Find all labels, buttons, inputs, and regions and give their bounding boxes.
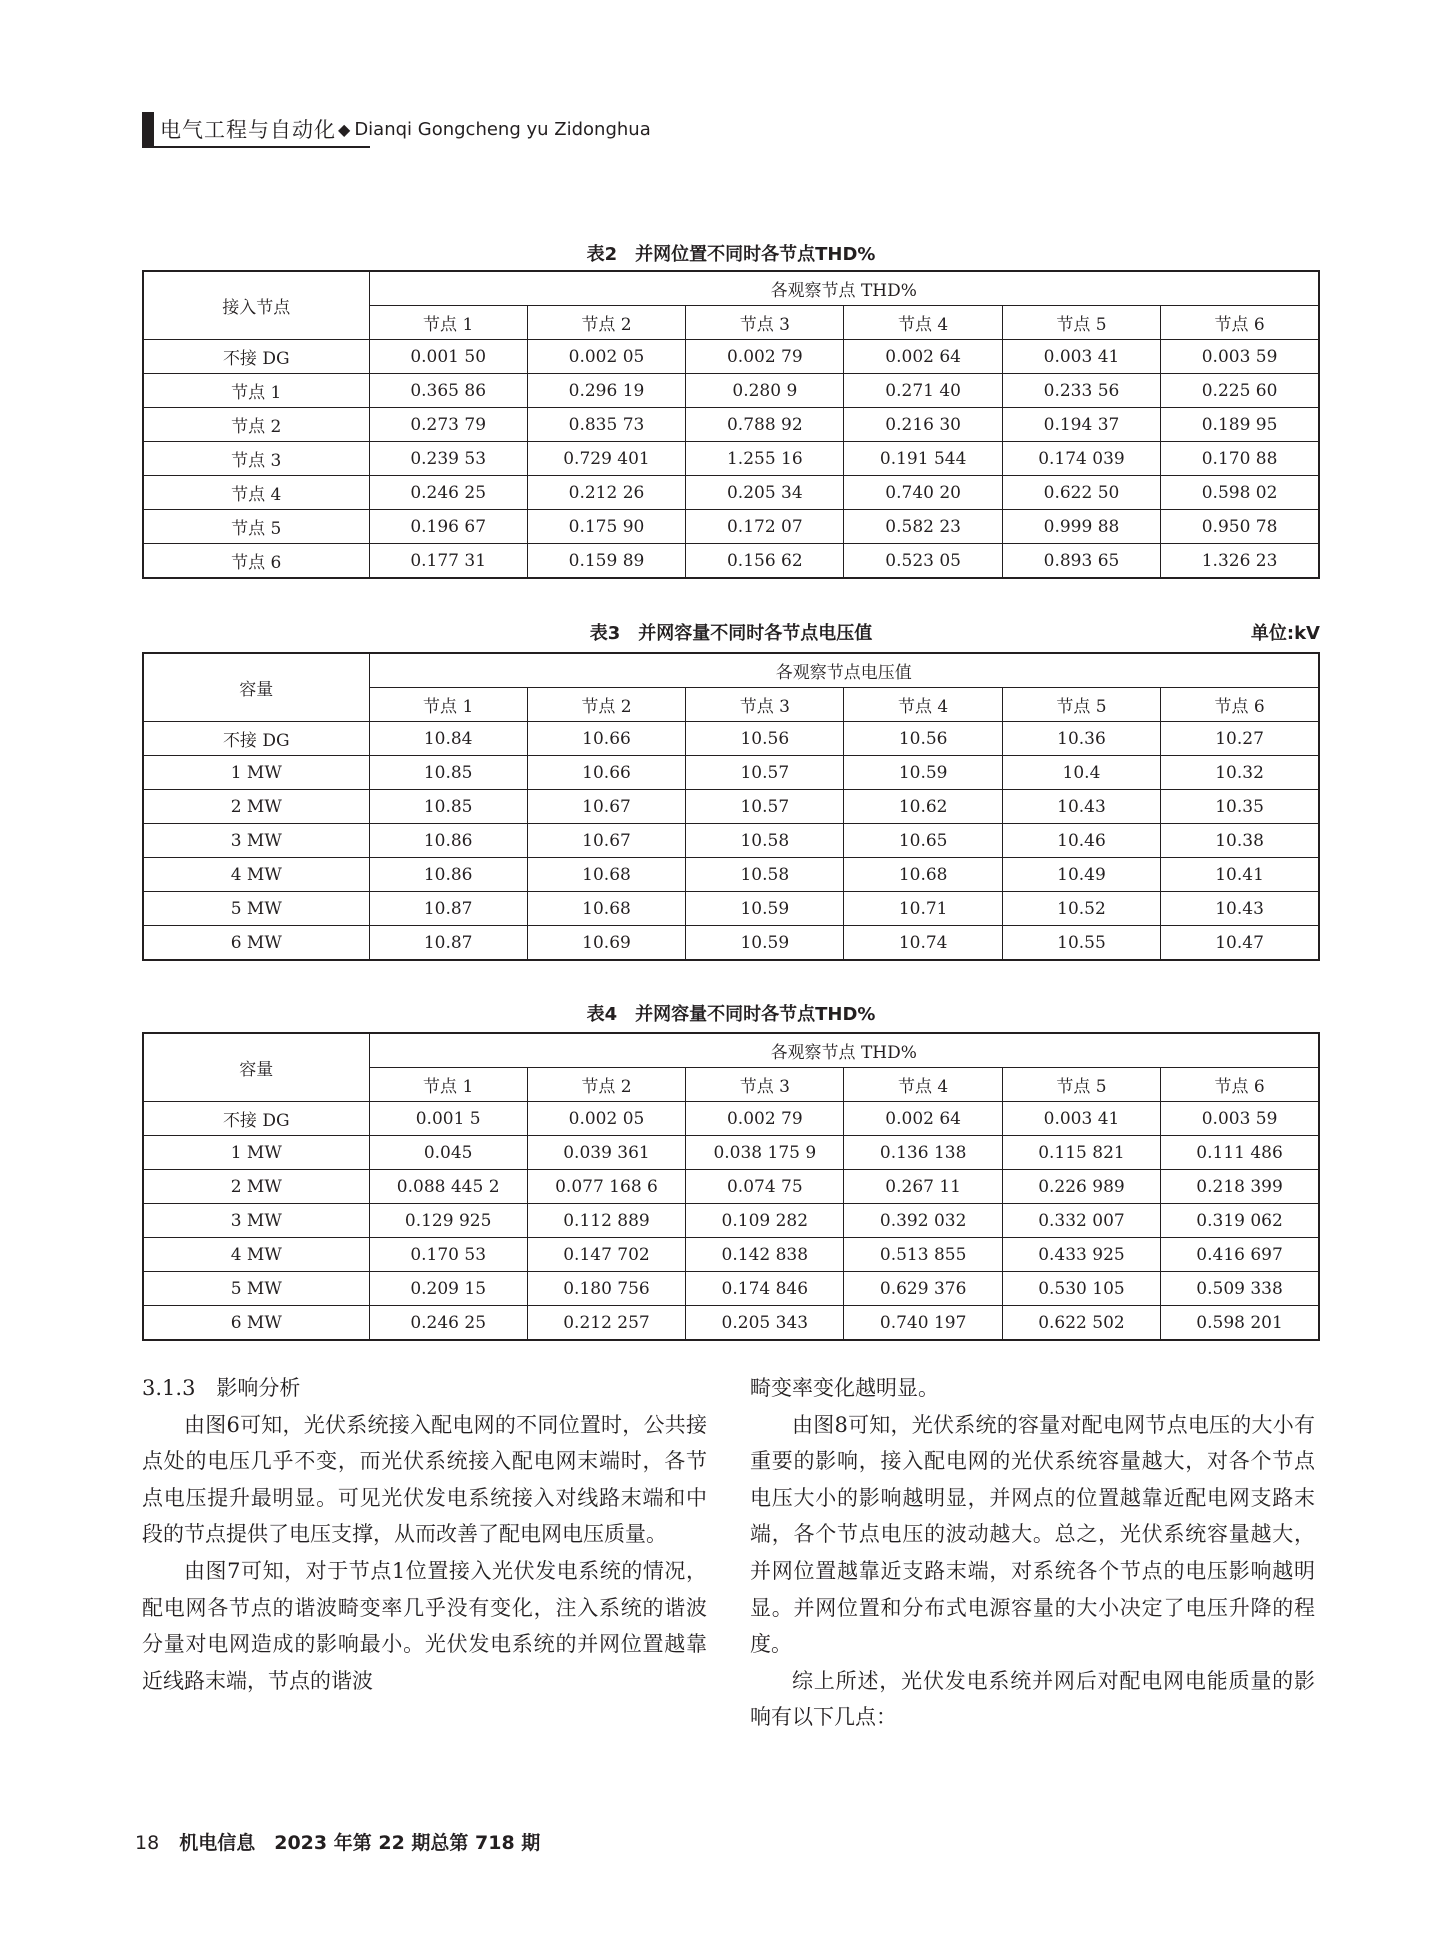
- table-cell: 0.175 90: [527, 510, 685, 544]
- table-cell: 0.246 25: [369, 476, 527, 510]
- column-header-cell: 节点 1: [369, 306, 527, 340]
- table-row: [143, 1102, 1319, 1136]
- table-cell: 0.159 89: [527, 544, 685, 579]
- table-cell: 0.835 73: [527, 408, 685, 442]
- table-cell: 0.039 361: [527, 1136, 685, 1170]
- header-rule: [142, 146, 370, 148]
- table-cell: 0.129 925: [369, 1204, 527, 1238]
- table-row: [143, 1306, 1319, 1341]
- table-cell: 10.55: [1002, 926, 1160, 961]
- row-label-cell: 6 MW: [143, 926, 369, 961]
- row-header-cell: 接入节点: [143, 271, 369, 340]
- table-row: [143, 510, 1319, 544]
- table-row: [143, 374, 1319, 408]
- table-row: [143, 340, 1319, 374]
- column-header-cell: 节点 2: [527, 306, 685, 340]
- table-cell: 0.226 989: [1002, 1170, 1160, 1204]
- column-header-cell: 节点 2: [527, 1068, 685, 1102]
- row-label-cell: 2 MW: [143, 790, 369, 824]
- table-cell: 0.209 15: [369, 1272, 527, 1306]
- table-cell: 0.729 401: [527, 442, 685, 476]
- column-header-cell: 节点 2: [527, 688, 685, 722]
- table-cell: 0.002 64: [844, 340, 1002, 374]
- table-cell: 0.622 502: [1002, 1306, 1160, 1341]
- row-header-cell: 容量: [143, 653, 369, 722]
- row-label-cell: 不接 DG: [143, 1102, 369, 1136]
- table-cell: 0.002 79: [686, 340, 844, 374]
- table-cell: 10.46: [1002, 824, 1160, 858]
- table-cell: 0.003 59: [1161, 1102, 1319, 1136]
- table2-caption: 表2 并网位置不同时各节点THD%: [586, 244, 876, 265]
- table-cell: 0.950 78: [1161, 510, 1319, 544]
- table-cell: 0.296 19: [527, 374, 685, 408]
- page-number: 18: [135, 1832, 160, 1854]
- table-cell: 0.212 26: [527, 476, 685, 510]
- table-cell: 0.077 168 6: [527, 1170, 685, 1204]
- table-cell: 0.002 05: [527, 340, 685, 374]
- table-cell: 0.233 56: [1002, 374, 1160, 408]
- table-cell: 0.170 88: [1161, 442, 1319, 476]
- table-cell: 0.225 60: [1161, 374, 1319, 408]
- table3-unit: 单位:kV: [1250, 623, 1320, 644]
- table-cell: 0.216 30: [844, 408, 1002, 442]
- table-cell: 0.156 62: [686, 544, 844, 579]
- table-cell: 10.43: [1161, 892, 1319, 926]
- table-cell: 10.32: [1161, 756, 1319, 790]
- table-cell: 10.57: [686, 790, 844, 824]
- table-cell: 0.003 59: [1161, 340, 1319, 374]
- table-cell: 10.58: [686, 858, 844, 892]
- table-cell: 0.177 31: [369, 544, 527, 579]
- group-header-cell: 各观察节点 THD%: [369, 271, 1319, 306]
- table-cell: 10.56: [686, 722, 844, 756]
- table-cell: 0.319 062: [1161, 1204, 1319, 1238]
- table-cell: 10.58: [686, 824, 844, 858]
- table-cell: 10.59: [844, 756, 1002, 790]
- running-header: [142, 112, 651, 146]
- table-row: [143, 476, 1319, 510]
- table-cell: 0.273 79: [369, 408, 527, 442]
- table-cell: 10.84: [369, 722, 527, 756]
- table-cell: 10.49: [1002, 858, 1160, 892]
- table-cell: 0.191 544: [844, 442, 1002, 476]
- table-cell: 0.392 032: [844, 1204, 1002, 1238]
- table-cell: 10.85: [369, 790, 527, 824]
- journal-title-en: Dianqi Gongcheng yu Zidonghua: [354, 118, 651, 140]
- table-cell: 0.002 64: [844, 1102, 1002, 1136]
- table-cell: 10.38: [1161, 824, 1319, 858]
- row-label-cell: 节点 2: [143, 408, 369, 442]
- table-row: [143, 1136, 1319, 1170]
- table-row: [143, 892, 1319, 926]
- row-label-cell: 不接 DG: [143, 340, 369, 374]
- table-cell: 0.142 838: [686, 1238, 844, 1272]
- row-label-cell: 4 MW: [143, 1238, 369, 1272]
- table-cell: 10.59: [686, 926, 844, 961]
- table-row: [143, 926, 1319, 961]
- table-cell: 0.740 197: [844, 1306, 1002, 1341]
- table-cell: 10.86: [369, 858, 527, 892]
- table-cell: 10.41: [1161, 858, 1319, 892]
- table-row: [143, 544, 1319, 579]
- table-cell: 0.205 343: [686, 1306, 844, 1341]
- table-row: [143, 722, 1319, 756]
- row-label-cell: 3 MW: [143, 824, 369, 858]
- group-header-cell: 各观察节点电压值: [369, 653, 1319, 688]
- table-cell: 0.598 201: [1161, 1306, 1319, 1341]
- table-cell: 10.4: [1002, 756, 1160, 790]
- table-row: [143, 824, 1319, 858]
- journal-issue: 机电信息 2023 年第 22 期总第 718 期: [179, 1832, 541, 1854]
- table3: [142, 652, 1320, 961]
- table-cell: 0.523 05: [844, 544, 1002, 579]
- table-cell: 0.509 338: [1161, 1272, 1319, 1306]
- table-cell: 0.740 20: [844, 476, 1002, 510]
- table-row: [143, 1238, 1319, 1272]
- table-cell: 0.999 88: [1002, 510, 1160, 544]
- table-cell: 0.111 486: [1161, 1136, 1319, 1170]
- table-cell: 0.112 889: [527, 1204, 685, 1238]
- table-cell: 10.52: [1002, 892, 1160, 926]
- row-label-cell: 节点 1: [143, 374, 369, 408]
- table-cell: 0.002 05: [527, 1102, 685, 1136]
- row-label-cell: 不接 DG: [143, 722, 369, 756]
- table-cell: 0.115 821: [1002, 1136, 1160, 1170]
- column-header-cell: 节点 5: [1002, 1068, 1160, 1102]
- table-cell: 10.43: [1002, 790, 1160, 824]
- row-label-cell: 节点 3: [143, 442, 369, 476]
- table-cell: 0.174 039: [1002, 442, 1160, 476]
- table-cell: 0.189 95: [1161, 408, 1319, 442]
- table-cell: 10.35: [1161, 790, 1319, 824]
- table-cell: 10.62: [844, 790, 1002, 824]
- column-header-cell: 节点 6: [1161, 688, 1319, 722]
- body-paragraph-continued: 畸变率变化越明显。: [750, 1376, 939, 1400]
- table-cell: 10.67: [527, 790, 685, 824]
- table-cell: 0.172 07: [686, 510, 844, 544]
- table-cell: 0.205 34: [686, 476, 844, 510]
- row-label-cell: 5 MW: [143, 1272, 369, 1306]
- table-header-row: [143, 653, 1319, 688]
- table-cell: 0.365 86: [369, 374, 527, 408]
- table-row: [143, 790, 1319, 824]
- table-cell: 0.582 23: [844, 510, 1002, 544]
- row-label-cell: 5 MW: [143, 892, 369, 926]
- table-cell: 0.271 40: [844, 374, 1002, 408]
- table4-caption: 表4 并网容量不同时各节点THD%: [586, 1004, 876, 1025]
- row-label-cell: 4 MW: [143, 858, 369, 892]
- row-label-cell: 2 MW: [143, 1170, 369, 1204]
- header-bar-mark: [142, 112, 154, 146]
- table-cell: 0.136 138: [844, 1136, 1002, 1170]
- table-cell: 10.68: [844, 858, 1002, 892]
- table-cell: 10.85: [369, 756, 527, 790]
- table-cell: 0.001 50: [369, 340, 527, 374]
- body-paragraph: 综上所述，光伏发电系统并网后对配电网电能质量的影响有以下几点：: [750, 1668, 1315, 1730]
- table-cell: 0.622 50: [1002, 476, 1160, 510]
- table-cell: 10.67: [527, 824, 685, 858]
- table-row: [143, 1272, 1319, 1306]
- row-label-cell: 6 MW: [143, 1306, 369, 1341]
- table-cell: 0.598 02: [1161, 476, 1319, 510]
- table-cell: 0.530 105: [1002, 1272, 1160, 1306]
- column-header-cell: 节点 1: [369, 1068, 527, 1102]
- table-cell: 10.69: [527, 926, 685, 961]
- table-cell: 1.255 16: [686, 442, 844, 476]
- table-cell: 0.267 11: [844, 1170, 1002, 1204]
- table-cell: 0.212 257: [527, 1306, 685, 1341]
- right-column: [750, 1370, 1315, 1736]
- table-cell: 0.109 282: [686, 1204, 844, 1238]
- column-header-cell: 节点 5: [1002, 688, 1160, 722]
- table-cell: 0.629 376: [844, 1272, 1002, 1306]
- row-header-cell: 容量: [143, 1033, 369, 1102]
- column-header-cell: 节点 6: [1161, 306, 1319, 340]
- table4: [142, 1032, 1320, 1341]
- table-cell: 0.513 855: [844, 1238, 1002, 1272]
- table-row: [143, 858, 1319, 892]
- table-cell: 10.66: [527, 756, 685, 790]
- body-paragraph: 由图8可知，光伏系统的容量对配电网节点电压的大小有重要的影响，接入配电网的光伏系统容量越大，对各个节点电压大小的影响越明显，并网点的位置越靠近配电网支路末端，各个节点电压的波动越大。总之，光伏系统容量越大，并网位置越靠近支路末端，对系统各个节点的电压影响越明显。并网位置和分布式电源容量的大小决定了电压升降的程度。: [750, 1412, 1315, 1657]
- section-heading: 3.1.3 影响分析: [142, 1376, 301, 1400]
- table-cell: 0.001 5: [369, 1102, 527, 1136]
- table-header-row: [143, 271, 1319, 306]
- table-cell: 10.47: [1161, 926, 1319, 961]
- table-cell: 10.86: [369, 824, 527, 858]
- table-cell: 0.280 9: [686, 374, 844, 408]
- column-header-cell: 节点 6: [1161, 1068, 1319, 1102]
- table-cell: 0.416 697: [1161, 1238, 1319, 1272]
- row-label-cell: 3 MW: [143, 1204, 369, 1238]
- table-cell: 10.68: [527, 892, 685, 926]
- table-row: [143, 756, 1319, 790]
- table-cell: 10.65: [844, 824, 1002, 858]
- table-cell: 0.433 925: [1002, 1238, 1160, 1272]
- table-cell: 10.36: [1002, 722, 1160, 756]
- column-header-cell: 节点 5: [1002, 306, 1160, 340]
- row-label-cell: 节点 6: [143, 544, 369, 579]
- column-header-cell: 节点 4: [844, 688, 1002, 722]
- column-header-cell: 节点 4: [844, 306, 1002, 340]
- body-paragraph: 由图6可知，光伏系统接入配电网的不同位置时，公共接点处的电压几乎不变，而光伏系统接入配电网末端时，各节点电压提升最明显。可见光伏发电系统接入对线路末端和中段的节点提供了电压支撑，从而改善了配电网电压质量。: [142, 1412, 707, 1547]
- column-header-cell: 节点 3: [686, 306, 844, 340]
- table-cell: 0.002 79: [686, 1102, 844, 1136]
- table-cell: 0.003 41: [1002, 340, 1160, 374]
- table-cell: 10.66: [527, 722, 685, 756]
- table-cell: 0.088 445 2: [369, 1170, 527, 1204]
- journal-title-cn: 电气工程与自动化: [160, 118, 336, 142]
- table-cell: 10.59: [686, 892, 844, 926]
- table-cell: 0.194 37: [1002, 408, 1160, 442]
- row-label-cell: 1 MW: [143, 1136, 369, 1170]
- table-cell: 0.180 756: [527, 1272, 685, 1306]
- column-header-cell: 节点 4: [844, 1068, 1002, 1102]
- table-cell: 10.57: [686, 756, 844, 790]
- table-cell: 0.239 53: [369, 442, 527, 476]
- left-column: [142, 1370, 707, 1699]
- table-cell: 0.170 53: [369, 1238, 527, 1272]
- table-cell: 10.56: [844, 722, 1002, 756]
- table-row: [143, 408, 1319, 442]
- table-cell: 0.003 41: [1002, 1102, 1160, 1136]
- column-header-cell: 节点 3: [686, 688, 844, 722]
- table-header-row: [143, 1033, 1319, 1068]
- table-cell: 1.326 23: [1161, 544, 1319, 579]
- page-footer: [135, 1828, 540, 1855]
- table-cell: 0.074 75: [686, 1170, 844, 1204]
- table-row: [143, 1204, 1319, 1238]
- table-cell: 10.27: [1161, 722, 1319, 756]
- table-cell: 10.87: [369, 926, 527, 961]
- table-cell: 0.246 25: [369, 1306, 527, 1341]
- table-cell: 0.332 007: [1002, 1204, 1160, 1238]
- table3-caption: 表3 并网容量不同时各节点电压值: [589, 623, 873, 644]
- table-cell: 10.68: [527, 858, 685, 892]
- column-header-cell: 节点 1: [369, 688, 527, 722]
- table-cell: 10.74: [844, 926, 1002, 961]
- column-header-cell: 节点 3: [686, 1068, 844, 1102]
- table-cell: 10.87: [369, 892, 527, 926]
- row-label-cell: 节点 5: [143, 510, 369, 544]
- group-header-cell: 各观察节点 THD%: [369, 1033, 1319, 1068]
- table-cell: 0.196 67: [369, 510, 527, 544]
- table-cell: 0.045: [369, 1136, 527, 1170]
- table-row: [143, 1170, 1319, 1204]
- row-label-cell: 1 MW: [143, 756, 369, 790]
- table-cell: 10.71: [844, 892, 1002, 926]
- table-cell: 0.147 702: [527, 1238, 685, 1272]
- row-label-cell: 节点 4: [143, 476, 369, 510]
- table-cell: 0.893 65: [1002, 544, 1160, 579]
- body-paragraph: 由图7可知，对于节点1位置接入光伏发电系统的情况，配电网各节点的谐波畸变率几乎没有变化，注入系统的谐波分量对电网造成的影响最小。光伏发电系统的并网位置越靠近线路末端，节点的谐波: [142, 1558, 707, 1693]
- table-cell: 0.788 92: [686, 408, 844, 442]
- table-cell: 0.038 175 9: [686, 1136, 844, 1170]
- table-cell: 0.218 399: [1161, 1170, 1319, 1204]
- table-cell: 0.174 846: [686, 1272, 844, 1306]
- table2: [142, 270, 1320, 579]
- table-row: [143, 442, 1319, 476]
- diamond-icon: ◆: [338, 119, 351, 139]
